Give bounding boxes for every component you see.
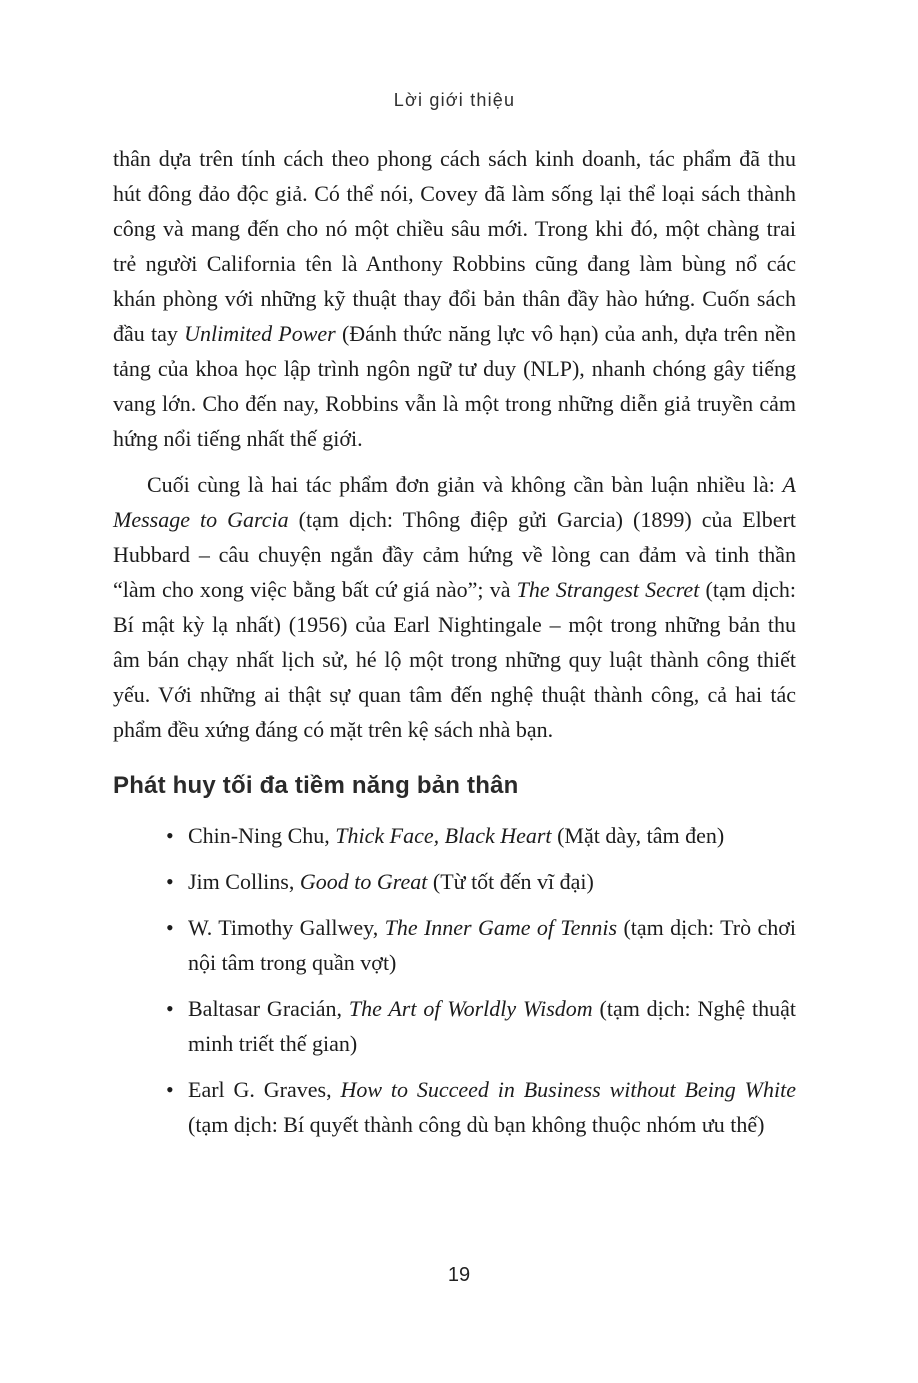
list-item-text: W. Timothy Gallwey, The Inner Game of Tennis (tạm dịch: Trò chơi nội tâm trong quần vợt) — [188, 915, 796, 975]
list-item — [113, 1072, 796, 1142]
body-paragraph: thân dựa trên tính cách theo phong cách sách kinh doanh, tác phẩm đã thu hút đông đảo độc giả. Có thể nói, Covey đã làm sống lại thể loại sách thành công và mang đến cho nó một chiều sâu mới. Trong khi đó, một chàng trai trẻ người California tên là Anthony Robbins cũng đang làm bùng nổ các khán phòng với những kỹ thuật thay đổi bản thân đầy hào hứng. Cuốn sách đầu tay Unlimited Power (Đánh thức năng lực vô hạn) của anh, dựa trên nền tảng của khoa học lập trình ngôn ngữ tư duy (NLP), nhanh chóng gây tiếng vang lớn. Cho đến nay, Robbins vẫn là một trong những diễn giả truyền cảm hứng nổi tiếng nhất thế giới. — [113, 146, 796, 451]
list-item — [113, 818, 796, 853]
text-column — [113, 0, 796, 1153]
bullet-icon: • — [166, 869, 174, 894]
list-item-text: Baltasar Gracián, The Art of Worldly Wisdom (tạm dịch: Nghệ thuật minh triết thế gian) — [188, 996, 797, 1056]
body-paragraph: Cuối cùng là hai tác phẩm đơn giản và không cần bàn luận nhiều là: A Message to Garcia (tạm dịch: Thông điệp gửi Garcia) (1899) của Elbert Hubbard – câu chuyện ngắn đầy cảm hứng về lòng can đảm và tinh thần “làm cho xong việc bằng bất cứ giá nào”; và The Strangest Secret (tạm dịch: Bí mật kỳ lạ nhất) (1956) của Earl Nightingale – một trong những bản thu âm bán chạy nhất lịch sử, hé lộ một trong những quy luật thành công thiết yếu. Với những ai thật sự quan tâm đến nghệ thuật thành công, cả hai tác phẩm đều xứng đáng có mặt trên kệ sách nhà bạn. — [113, 472, 797, 742]
book-list — [113, 818, 796, 1142]
section-heading: Phát huy tối đa tiềm năng bản thân — [113, 772, 519, 799]
bullet-icon: • — [166, 996, 174, 1021]
list-item — [113, 864, 796, 899]
bullet-icon: • — [166, 1077, 174, 1102]
list-item — [113, 910, 796, 980]
list-item-text: Chin-Ning Chu, Thick Face, Black Heart (Mặt dày, tâm đen) — [188, 823, 725, 848]
bullet-icon: • — [166, 823, 174, 848]
page-number: 19 — [447, 1264, 471, 1286]
list-item-text: Jim Collins, Good to Great (Từ tốt đến vĩ đại) — [188, 869, 594, 894]
list-item — [113, 991, 796, 1061]
bullet-icon: • — [166, 915, 174, 940]
running-header: Lời giới thiệu — [393, 90, 516, 110]
list-item-text: Earl G. Graves, How to Succeed in Business without Being White (tạm dịch: Bí quyết thành công dù bạn không thuộc nhóm ưu thế) — [188, 1077, 796, 1137]
